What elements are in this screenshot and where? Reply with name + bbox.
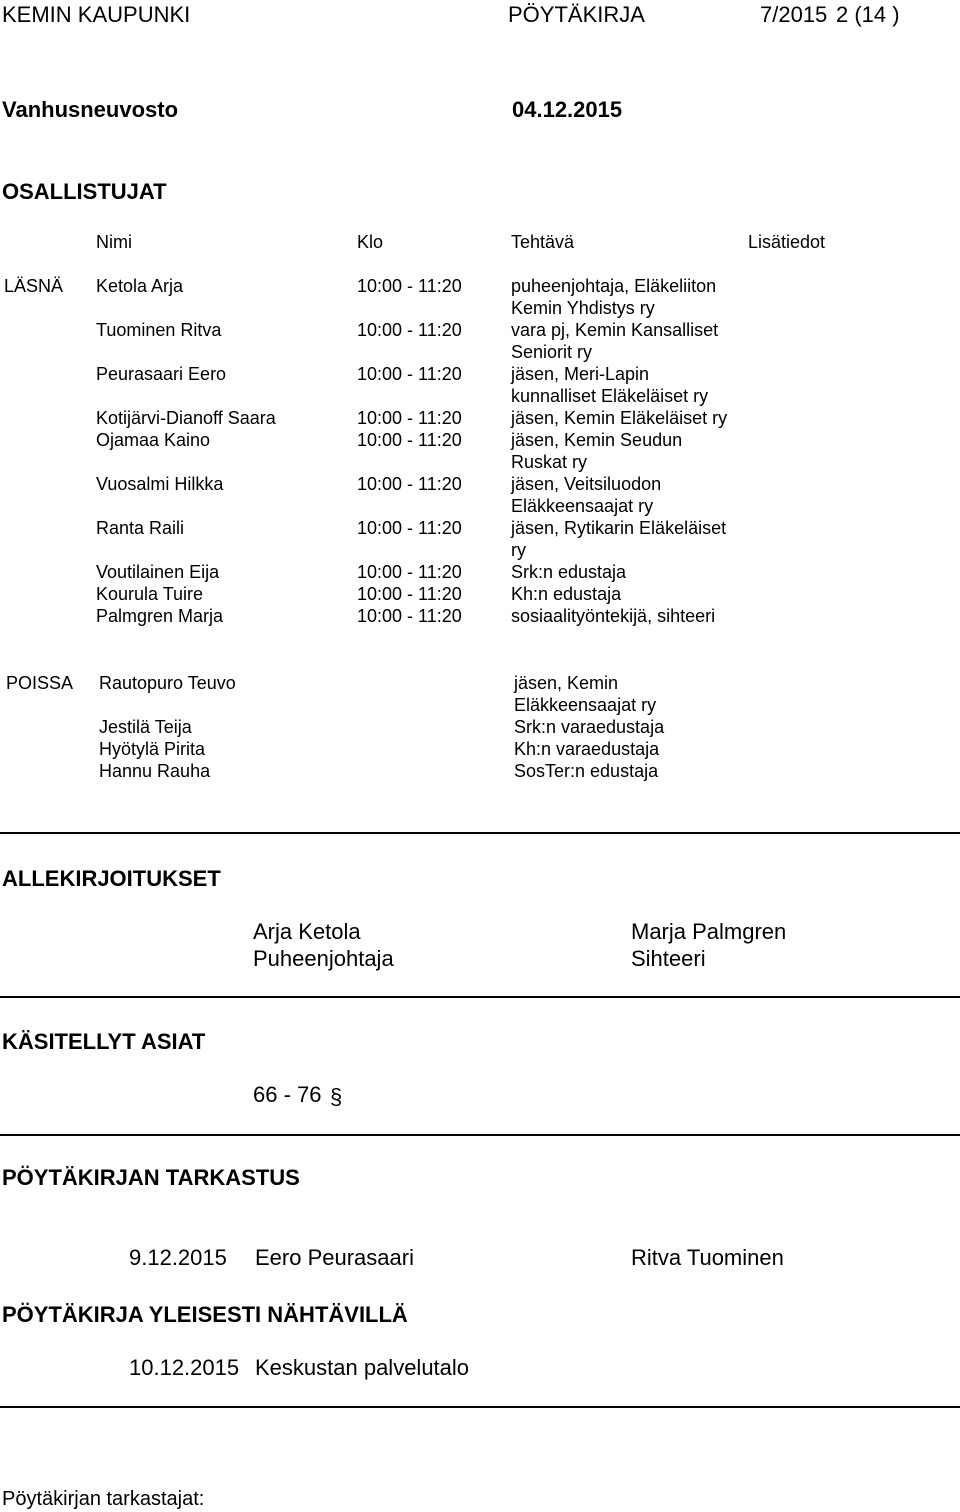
items-heading: KÄSITELLYT ASIAT <box>2 1029 206 1054</box>
participant-role: sosiaalityöntekijä, sihteeri <box>511 606 716 626</box>
participant-time: 10:00 - 11:20 <box>357 364 462 384</box>
participant-name: Kourula Tuire <box>96 584 204 604</box>
participant-role: jäsen, Rytikarin Eläkeläiset <box>511 518 727 538</box>
public-place: Keskustan palvelutalo <box>255 1355 470 1380</box>
participant-name: Peurasaari Eero <box>96 364 227 384</box>
participant-name: Ranta Raili <box>96 518 185 538</box>
divider <box>0 1134 960 1136</box>
participant-role: jäsen, Kemin Seudun <box>511 430 683 450</box>
present-label: LÄSNÄ <box>4 276 64 296</box>
participant-role: Eläkkeensaajat ry <box>511 496 654 516</box>
participant-name: Palmgren Marja <box>96 606 224 626</box>
doc-type: PÖYTÄKIRJA <box>508 2 645 27</box>
participant-role: Ruskat ry <box>511 452 588 472</box>
absent-role: Srk:n varaedustaja <box>514 717 665 737</box>
col-role-header: Tehtävä <box>511 232 575 252</box>
chair-name: Arja Ketola <box>253 919 361 944</box>
participant-role: Kh:n edustaja <box>511 584 622 604</box>
participant-name: Vuosalmi Hilkka <box>96 474 224 494</box>
doc-number: 7/2015 <box>760 2 828 27</box>
participant-time: 10:00 - 11:20 <box>357 408 462 428</box>
absent-role: jäsen, Kemin <box>514 673 619 693</box>
participant-time: 10:00 - 11:20 <box>357 276 462 296</box>
participant-name: Voutilainen Eija <box>96 562 220 582</box>
participant-role: jäsen, Meri-Lapin <box>511 364 650 384</box>
absent-name: Rautopuro Teuvo <box>99 673 236 693</box>
participants-heading: OSALLISTUJAT <box>2 179 167 204</box>
secretary-title: Sihteeri <box>631 946 706 971</box>
svg-text:§: § <box>330 1084 343 1109</box>
participant-role: ry <box>511 540 526 560</box>
reviewer-1: Eero Peurasaari <box>255 1245 414 1270</box>
signatures-heading: ALLEKIRJOITUKSET <box>2 866 221 891</box>
section-sign-icon <box>328 1080 344 1112</box>
review-date: 9.12.2015 <box>129 1245 227 1270</box>
review-heading: PÖYTÄKIRJAN TARKASTUS <box>2 1165 300 1190</box>
public-heading: PÖYTÄKIRJA YLEISESTI NÄHTÄVILLÄ <box>2 1302 408 1327</box>
participant-time: 10:00 - 11:20 <box>357 474 462 494</box>
participant-name: Tuominen Ritva <box>96 320 222 340</box>
participant-time: 10:00 - 11:20 <box>357 518 462 538</box>
col-time-header: Klo <box>357 232 384 252</box>
participant-time: 10:00 - 11:20 <box>357 606 462 626</box>
absent-name: Jestilä Teija <box>99 717 192 737</box>
participant-role: Srk:n edustaja <box>511 562 627 582</box>
participant-role: vara pj, Kemin Kansalliset <box>511 320 719 340</box>
org-name: KEMIN KAUPUNKI <box>2 2 191 27</box>
divider <box>0 996 960 998</box>
participant-time: 10:00 - 11:20 <box>357 430 462 450</box>
divider <box>0 1406 960 1408</box>
meeting-body: Vanhusneuvosto <box>2 97 179 122</box>
chair-title: Puheenjohtaja <box>253 946 394 971</box>
participant-name: Kotijärvi-Dianoff Saara <box>96 408 276 428</box>
reviewer-2: Ritva Tuominen <box>631 1245 784 1270</box>
absent-label: POISSA <box>6 673 74 693</box>
participant-time: 10:00 - 11:20 <box>357 562 462 582</box>
meeting-date: 04.12.2015 <box>512 97 623 122</box>
participant-role: Kemin Yhdistys ry <box>511 298 655 318</box>
participant-time: 10:00 - 11:20 <box>357 320 462 340</box>
absent-role: Eläkkeensaajat ry <box>514 695 657 715</box>
participant-role: jäsen, Veitsiluodon <box>511 474 662 494</box>
col-notes-header: Lisätiedot <box>748 232 826 252</box>
participant-role: kunnalliset Eläkeläiset ry <box>511 386 709 406</box>
items-range: 66 - 76 <box>253 1082 322 1107</box>
absent-name: Hannu Rauha <box>99 761 211 781</box>
participant-name: Ketola Arja <box>96 276 184 296</box>
absent-name: Hyötylä Pirita <box>99 739 206 759</box>
participant-role: Seniorit ry <box>511 342 593 362</box>
divider <box>0 832 960 834</box>
reviewers-label: Pöytäkirjan tarkastajat: <box>2 1488 205 1510</box>
secretary-name: Marja Palmgren <box>631 919 787 944</box>
page-number: 2 (14 ) <box>836 2 900 27</box>
participant-role: puheenjohtaja, Eläkeliiton <box>511 276 717 296</box>
public-date: 10.12.2015 <box>129 1355 240 1380</box>
absent-role: Kh:n varaedustaja <box>514 739 660 759</box>
absent-role: SosTer:n edustaja <box>514 761 659 781</box>
participant-time: 10:00 - 11:20 <box>357 584 462 604</box>
participant-name: Ojamaa Kaino <box>96 430 211 450</box>
col-name-header: Nimi <box>96 232 132 252</box>
participant-role: jäsen, Kemin Eläkeläiset ry <box>511 408 728 428</box>
